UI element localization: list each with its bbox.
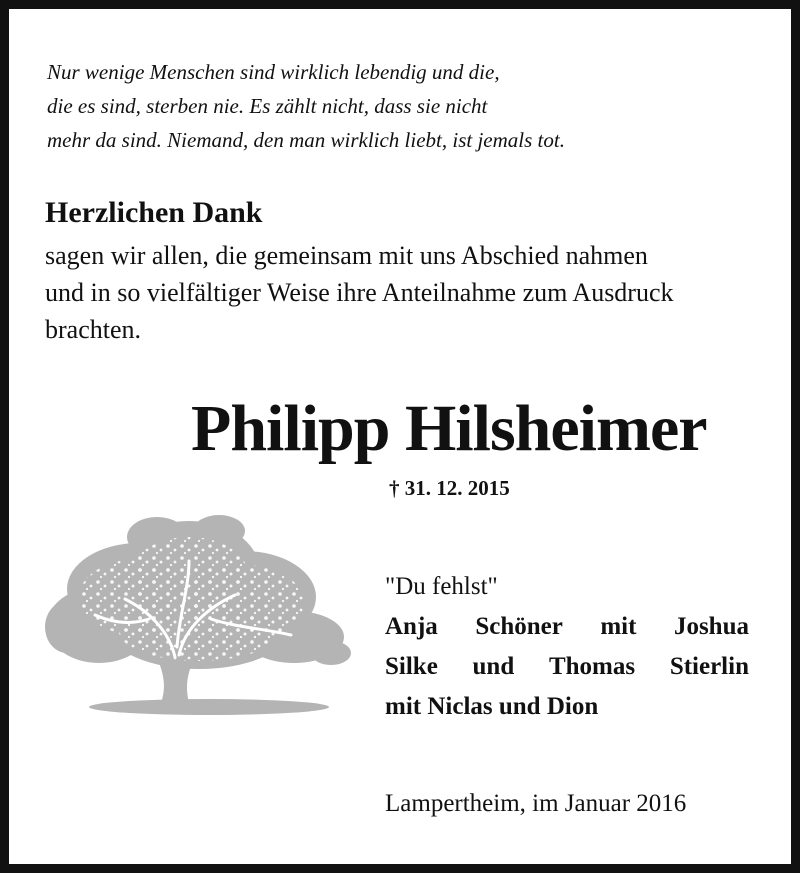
family-word: und — [472, 653, 515, 680]
family-line: mit Niclas und Dion — [385, 693, 599, 720]
family-line — [385, 607, 749, 647]
place-and-date: Lampertheim, im Januar 2016 — [385, 790, 687, 817]
family-word: Joshua — [673, 613, 749, 640]
family-word: Stierlin — [669, 653, 749, 680]
memorial-quote — [47, 55, 667, 157]
thanks-text — [45, 237, 765, 348]
family-word: Schöner — [475, 613, 563, 640]
quote-line: Nur wenige Menschen sind wirklich lebendig und die, — [47, 60, 500, 84]
family-word: mit — [600, 613, 637, 640]
family-word: Anja — [385, 613, 438, 640]
deceased-name: Philipp Hilsheimer — [191, 392, 707, 465]
death-date: † 31. 12. 2015 — [389, 476, 510, 500]
family-word: Thomas — [548, 653, 636, 680]
quote-line: die es sind, sterben nie. Es zählt nicht, dass sie nicht — [47, 94, 488, 118]
family-word: Silke — [385, 653, 438, 680]
thanks-line: sagen wir allen, die gemeinsam mit uns Abschied nahmen — [45, 241, 648, 270]
thanks-heading: Herzlichen Dank — [45, 196, 263, 229]
family-line — [385, 647, 749, 687]
thanks-line: brachten. — [45, 315, 142, 344]
thanks-line: und in so vielfältiger Weise ihre Anteilnahme zum Ausdruck — [45, 278, 674, 307]
family-signatures — [385, 567, 749, 727]
family-motto: "Du fehlst" — [385, 573, 498, 600]
quote-line: mehr da sind. Niemand, den man wirklich liebt, ist jemals tot. — [47, 128, 565, 152]
tree-icon — [39, 507, 355, 721]
